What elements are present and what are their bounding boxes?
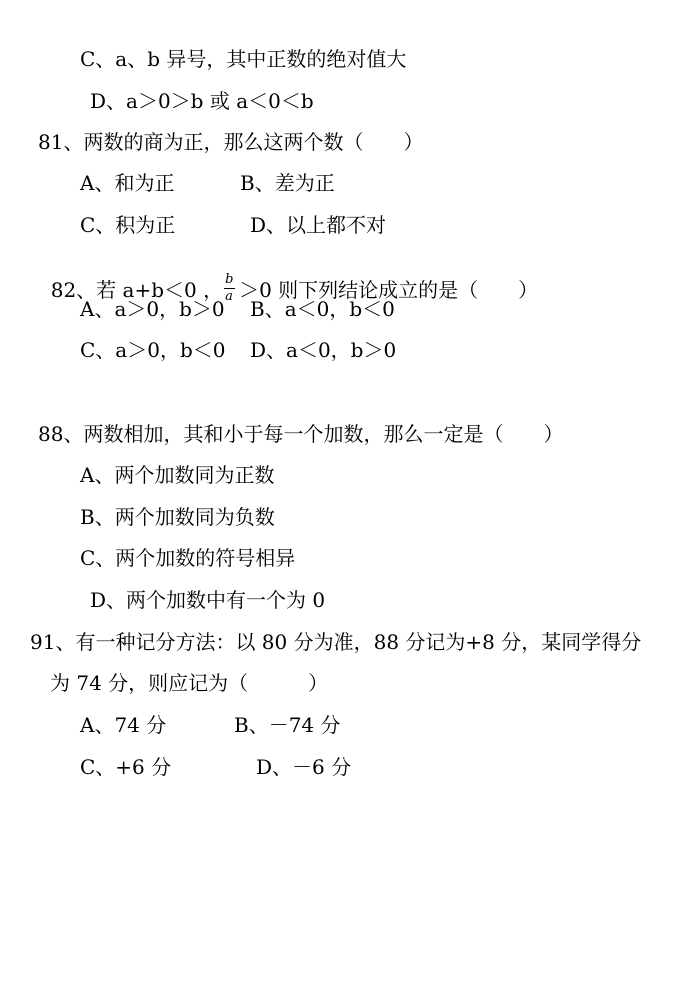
q82-stem-after: ＞0 则下列结论成立的是（ ） xyxy=(239,278,539,302)
q-prev-option-c: C、a、b 异号，其中正数的绝对值大 xyxy=(80,47,407,71)
q-prev-option-d: D、a＞0＞b 或 a＜0＜b xyxy=(90,89,314,113)
q82-option-b: B、a＜0，b＜0 xyxy=(250,297,395,321)
q82-option-a: A、a＞0，b＞0 xyxy=(80,297,225,321)
q82-option-d: D、a＜0，b＞0 xyxy=(250,338,397,362)
q81-option-b: B、差为正 xyxy=(240,171,335,195)
q81-option-a: A、和为正 xyxy=(80,171,175,195)
q88-option-d: D、两个加数中有一个为 0 xyxy=(90,588,326,612)
q81-stem: 81、两数的商为正，那么这两个数（ ） xyxy=(38,130,424,154)
q82-stem-before: 82、若 a+b＜0 ， xyxy=(50,278,224,302)
fraction-denominator: a xyxy=(225,289,233,304)
q91-option-d: D、－6 分 xyxy=(256,755,352,779)
q91-option-c: C、+6 分 xyxy=(80,755,172,779)
q88-option-b: B、两个加数同为负数 xyxy=(80,505,275,529)
q82-option-c: C、a＞0，b＜0 xyxy=(80,338,226,362)
fraction-b-over-a xyxy=(223,272,237,304)
q91-stem-line-1: 91、有一种记分方法：以 80 分为准，88 分记为+8 分，某同学得分 xyxy=(30,630,642,654)
q88-option-c: C、两个加数的符号相异 xyxy=(80,546,296,570)
q88-option-a: A、两个加数同为正数 xyxy=(80,463,275,487)
q81-option-c: C、积为正 xyxy=(80,213,176,237)
q81-option-d: D、以上都不对 xyxy=(250,213,387,237)
fraction-numerator: b xyxy=(225,272,234,287)
q91-stem-line-2: 为 74 分，则应记为（ ） xyxy=(50,671,329,695)
q91-option-a: A、74 分 xyxy=(80,713,167,737)
q88-stem: 88、两数相加，其和小于每一个加数，那么一定是（ ） xyxy=(38,422,564,446)
q91-option-b: B、－74 分 xyxy=(234,713,341,737)
